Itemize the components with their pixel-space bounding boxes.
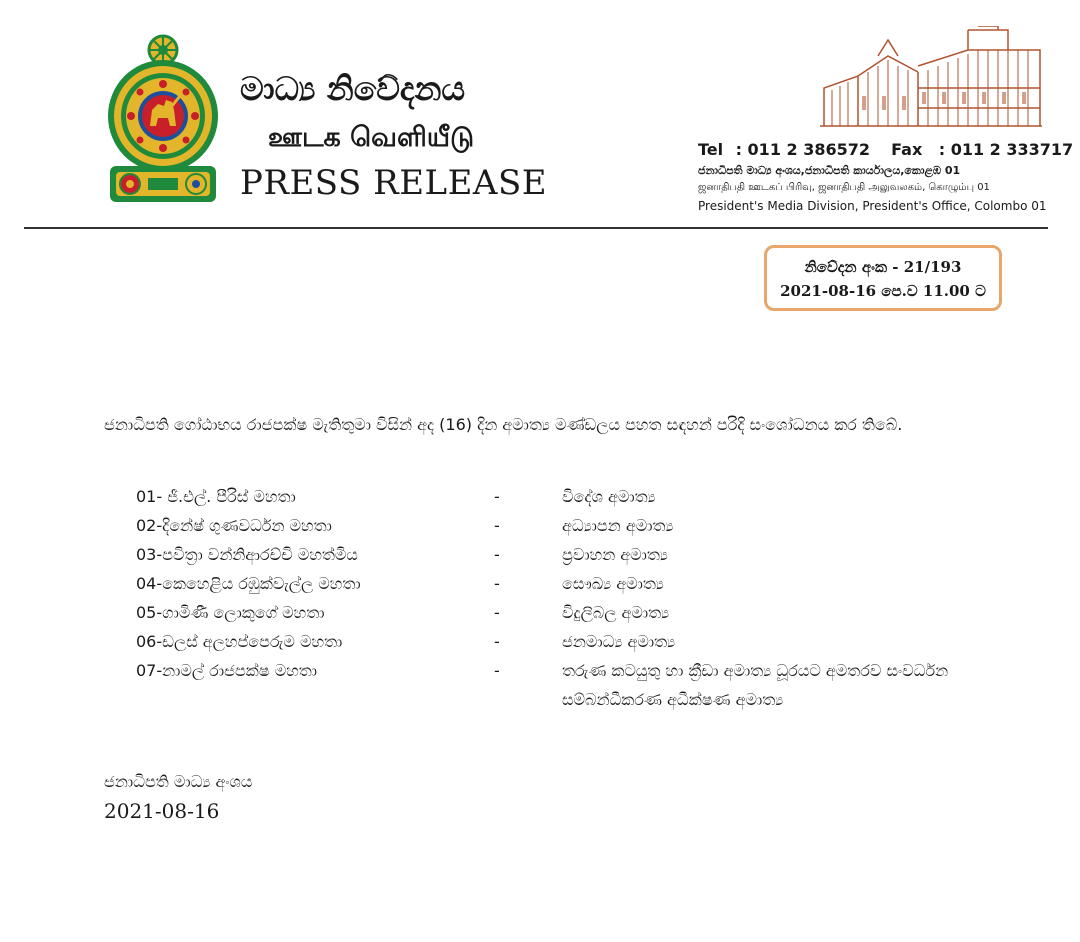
appointee-name: 06-ඩලස් අලහප්පෙරුම මහතා xyxy=(136,632,343,651)
national-emblem xyxy=(104,34,222,206)
separator-dash: - xyxy=(494,661,500,680)
tel-value: : 011 2 386572 xyxy=(735,140,871,159)
reference-number: නිවේදන අංක - 21/193 xyxy=(804,258,962,276)
appointee-name: 01- ජී.එල්. පීරිස් මහතා xyxy=(136,487,296,506)
list-item xyxy=(136,627,1036,656)
ministry-title: අධ්‍යාපන අමාත්‍ය xyxy=(562,516,674,535)
ministry-title: තරුණ කටයුතු හා ක්‍රීඩා අමාත්‍ය ධූරයට අමතරව සංවර්ධන සම්බන්ධීකරණ අධීක්ෂණ අමාත්‍ය xyxy=(562,661,949,709)
address-sinhala: ජනාධිපති මාධ්‍ය අංශය,ජනාධිපති කාර්යාලය,කොළඹ 01 xyxy=(698,164,961,177)
list-item xyxy=(136,482,1036,511)
list-item xyxy=(136,511,1036,540)
address-tamil: ஜனாதிபதி ஊடகப் பிரிவு, ஜனாதிபதி அலுவலகம், கொழும்பு 01 xyxy=(698,182,990,193)
intro-paragraph: ජනාධිපති ගෝඨාභය රාජපක්ෂ මැතිතුමා විසින් අද (16) දින අමාත්‍ය මණ්ඩලය පහත සඳහන් පරිදි සංශෝධනය කර තිබේ. xyxy=(104,415,903,434)
list-item xyxy=(136,569,1036,598)
header-divider xyxy=(24,227,1048,229)
list-item xyxy=(136,656,1036,714)
title-english: PRESS RELEASE xyxy=(240,163,548,203)
tel-label: Tel xyxy=(698,140,724,159)
ministry-title: සෞඛ්‍ය අමාත්‍ය xyxy=(562,574,664,593)
reference-datetime: 2021-08-16 පෙ.ව 11.00 ට xyxy=(780,282,986,300)
reference-box xyxy=(764,245,1002,311)
phone-fax-line xyxy=(698,140,1074,159)
list-item xyxy=(136,540,1036,569)
appointment-list xyxy=(136,482,1036,714)
title-tamil: ஊடக வெளியீடு xyxy=(268,122,475,153)
title-sinhala: මාධ්‍ය නිවේදනය xyxy=(240,69,466,108)
separator-dash: - xyxy=(494,603,500,622)
fax-label: Fax xyxy=(891,140,923,159)
footer-organization: ජනාධිපති මාධ්‍ය අංශය xyxy=(104,772,253,791)
address-english: President's Media Division, President's Office, Colombo 01 xyxy=(698,199,1047,213)
footer-date: 2021-08-16 xyxy=(104,799,220,823)
separator-dash: - xyxy=(494,516,500,535)
appointee-name: 05-ගාමිණී ලොකුගේ මහතා xyxy=(136,603,325,622)
separator-dash: - xyxy=(494,632,500,651)
separator-dash: - xyxy=(494,574,500,593)
ministry-title: විදේශ අමාත්‍ය xyxy=(562,487,656,506)
ministry-title: ජනමාධ්‍ය අමාත්‍ය xyxy=(562,632,676,651)
appointee-name: 04-කෙහෙළිය රඹුක්වැල්ල මහතා xyxy=(136,574,361,593)
appointee-name: 07-නාමල් රාජපක්ෂ මහතා xyxy=(136,661,318,680)
building-icon xyxy=(818,26,1044,136)
separator-dash: - xyxy=(494,545,500,564)
ministry-title: විදුලිබල අමාත්‍ය xyxy=(562,603,670,622)
contact-block xyxy=(698,140,1074,213)
appointee-name: 02-දිනේෂ් ගුණවර්ධන මහතා xyxy=(136,516,332,535)
fax-value: : 011 2 333717 xyxy=(938,140,1074,159)
appointee-name: 03-පවිත්‍රා වන්නිආරච්චි මහත්මිය xyxy=(136,545,358,564)
list-item xyxy=(136,598,1036,627)
separator-dash: - xyxy=(494,487,500,506)
ministry-title: ප්‍රවාහන අමාත්‍ය xyxy=(562,545,668,564)
